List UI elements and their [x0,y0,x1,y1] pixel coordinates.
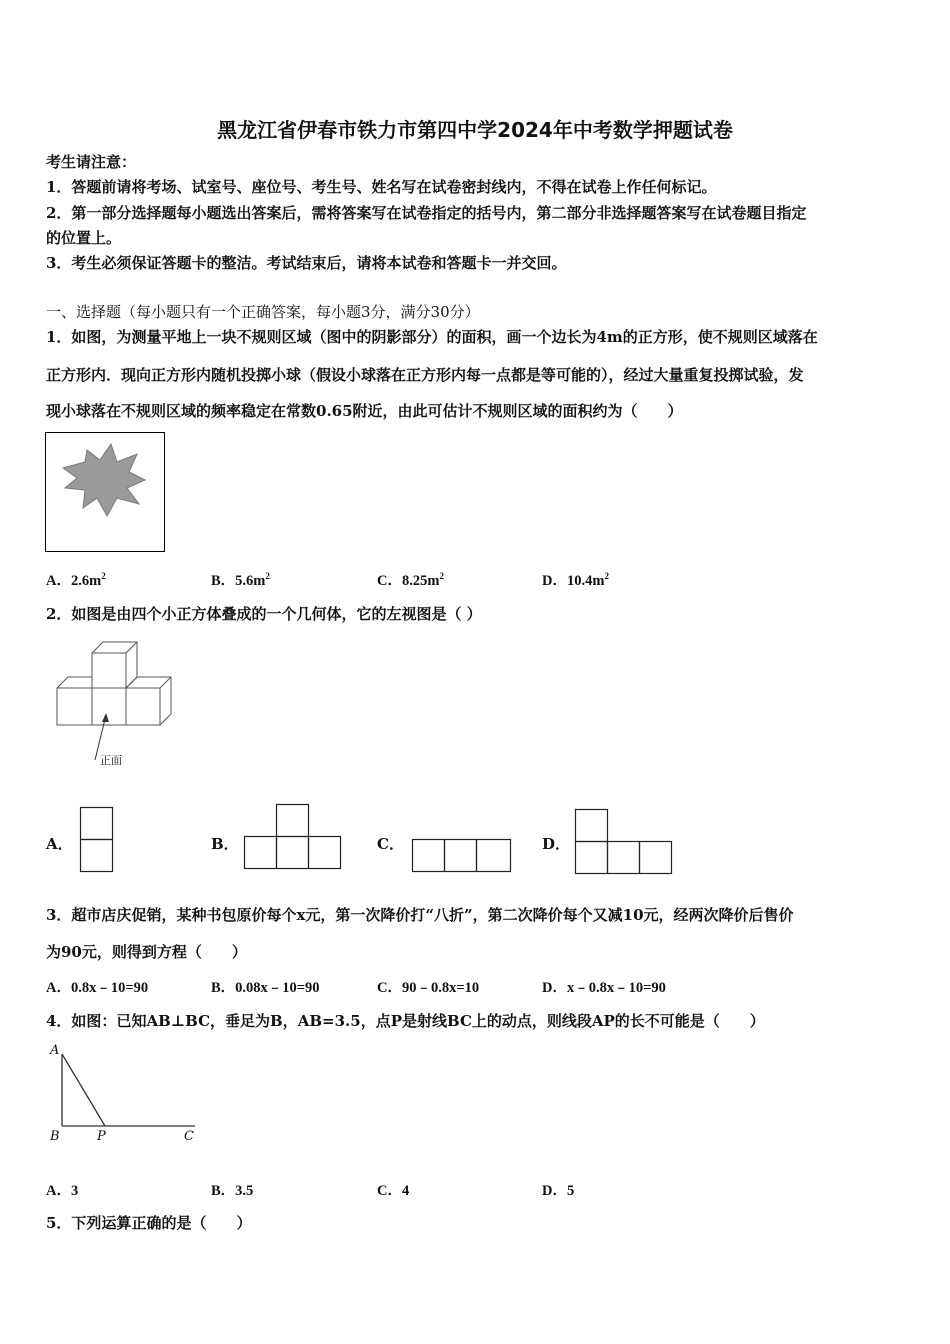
q1-option-b[interactable]: B．$5.6m^2$ [211,571,270,589]
notice-item: 1．答题前请将考场、试室号、座位号、考生号、姓名写在试卷密封线内，不得在试卷上作任何标记。 [46,178,717,196]
q4-option-b[interactable]: B．3.5 [211,1183,254,1199]
q2-stem: 2．如图是由四个小正方体叠成的一个几何体，它的左视图是（ ） [46,605,482,623]
q3-option-c[interactable]: C．90﹣0.8x=10 [377,980,480,996]
q3-stem: 为90元，则得到方程（ ） [46,943,247,961]
q4-figure [45,1040,205,1146]
q1-stem: 正方形内．现向正方形内随机投掷小球（假设小球落在正方形内每一点都是等可能的），经过大量重复投掷试验，发 [46,366,804,384]
notice-item: 2．第一部分选择题每小题选出答案后，需将答案写在试卷指定的括号内，第二部分非选择题答案写在试卷题目指定 [46,204,807,222]
q2-option-a-figure[interactable] [80,807,114,873]
q4-option-a[interactable]: A．3 [46,1183,79,1199]
front-label: 正面 [100,754,122,767]
q3-stem: 3．超市店庆促销，某种书包原价每个x元，第一次降价打“八折”，第二次降价每个又减10元，经两次降价后售价 [46,906,794,924]
page-title: 黑龙江省伊春市铁力市第四中学2024年中考数学押题试卷 [217,118,733,142]
q1-figure [45,432,165,552]
q2-option-d-letter[interactable]: D． [542,835,571,853]
q4-option-c[interactable]: C．4 [377,1183,410,1199]
q1-option-c[interactable]: C．$8.25m^2$ [377,571,444,589]
q4-option-d[interactable]: D．5 [542,1183,575,1199]
q2-option-c-figure[interactable] [412,839,512,873]
q2-option-a-letter[interactable]: A． [46,835,73,853]
q3-option-b[interactable]: B．0.08x﹣10=90 [211,980,320,996]
notice-item: 的位置上。 [46,229,122,247]
q1-stem: 1．如图，为测量平地上一块不规则区域（图中的阴影部分）的面积，画一个边长为4m的正方形，使不规则区域落在 [46,328,818,346]
notice-heading: 考生请注意： [46,153,137,171]
label-b: B [50,1129,60,1144]
section-heading: 一、选择题（每小题只有一个正确答案，每小题3分，满分30分） [46,303,480,321]
q1-stem: 现小球落在不规则区域的频率稳定在常数0.65附近，由此可估计不规则区域的面积约为（ ） [46,402,683,420]
label-c: C [184,1129,194,1144]
label-p: P [97,1129,106,1144]
label-a: A [50,1043,60,1058]
q1-option-d[interactable]: D．$10.4m^2$ [542,571,609,589]
q2-option-c-letter[interactable]: C． [377,835,404,853]
q1-option-a[interactable]: A．$2.6m^2$ [46,571,106,589]
q3-option-a[interactable]: A．0.8x﹣10=90 [46,980,149,996]
q2-option-b-letter[interactable]: B． [211,835,239,853]
q2-option-b-figure[interactable] [244,804,342,870]
notice-item: 3．考生必须保证答题卡的整洁。考试结束后，请将本试卷和答题卡一并交回。 [46,254,567,272]
q2-option-d-figure[interactable] [575,809,673,875]
q5-stem: 5．下列运算正确的是（ ） [46,1214,252,1232]
q3-option-d[interactable]: D．x﹣0.8x﹣10=90 [542,980,666,996]
q4-stem: 4．如图：已知AB⊥BC，垂足为B，AB=3.5，点P是射线BC上的动点，则线段AP的长不可能是（ ） [46,1012,765,1030]
